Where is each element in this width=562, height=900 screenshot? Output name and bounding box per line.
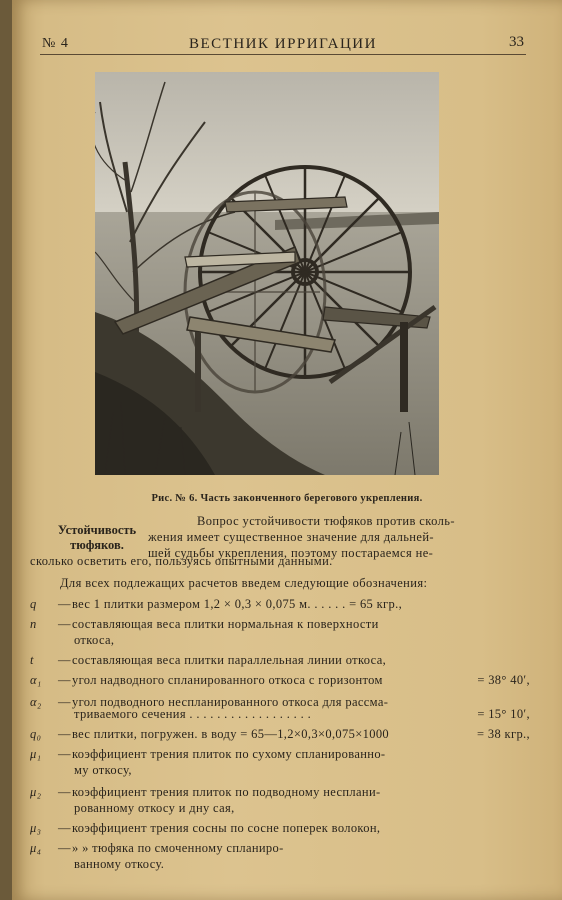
definition-symbol: μ₄: [30, 841, 42, 855]
definition-text: вес плитки, погружен. в воду = 65—1,2×0,3×0,075×1000: [72, 727, 390, 741]
definition-symbol: μ₃: [30, 821, 42, 835]
definition-symbol: μ₂: [30, 785, 42, 799]
notation-intro: Для всех подлежащих расчетов введем следующие обозначения:: [60, 576, 428, 590]
definition-continuation: триваемого сечения . . . . . . . . . . . . . . . . . .: [74, 707, 312, 721]
definition-text: коэффициент трения сосны по сосне поперек волокон,: [72, 821, 381, 835]
running-header: [42, 36, 524, 54]
paragraph-line: Вопрос устойчивости тюфяков против сколь-: [197, 514, 455, 528]
definition-symbol: α₁: [30, 673, 42, 687]
definition-value: = 38° 40′,: [477, 673, 530, 687]
definition-continuation: рованному откосу и дну сая,: [74, 801, 235, 815]
side-heading-line: тюфяков.: [70, 538, 124, 552]
definition-text: коэффициент трения плиток по подводному несплани-: [72, 785, 381, 799]
definition-symbol: q₀: [30, 727, 42, 741]
paragraph-line: шей судьбы укрепления, поэтому постараемся не-: [148, 546, 434, 560]
definition-text: вес 1 плитки размером 1,2 × 0,3 × 0,075 м. . . . . . = 65 кгр.,: [72, 597, 403, 611]
figure-caption: Рис. № 6. Часть законченного берегового укрепления.: [151, 493, 423, 504]
definition-dash: —: [58, 653, 71, 667]
paragraph-line: жения имеет существенное значение для дальней-: [148, 530, 434, 544]
figure-photograph: [95, 72, 439, 475]
definition-dash: —: [58, 747, 71, 761]
definition-text: коэффициент трения плиток по сухому спланированно-: [72, 747, 386, 761]
journal-page: [12, 0, 562, 900]
definition-text: угол надводного спланированного откоса с горизонтом: [72, 673, 383, 687]
definition-dash: —: [58, 727, 71, 741]
definition-text: угол подводного неспланированного откоса для рассма-: [72, 695, 389, 709]
definition-symbol: t: [30, 653, 34, 667]
paragraph-line: сколько осветить его, пользуясь опытными данными.: [30, 554, 333, 568]
definition-dash: —: [58, 597, 71, 611]
photo-illustration: [95, 72, 439, 475]
side-heading-line: Устойчивость: [57, 523, 137, 537]
journal-title: ВЕСТНИК ИРРИГАЦИИ: [189, 36, 377, 52]
issue-number: № 4: [42, 36, 69, 51]
definition-dash: —: [58, 841, 71, 855]
definition-dash: —: [58, 695, 71, 709]
definition-value: = 15° 10′,: [477, 707, 530, 721]
definition-continuation: ванному откосу.: [74, 857, 165, 871]
definition-text: составляющая веса плитки нормальная к поверхности: [72, 617, 379, 631]
definition-dash: —: [58, 617, 71, 631]
header-rule: [40, 54, 526, 55]
definition-value: = 38 кгр.,: [477, 727, 530, 741]
side-heading: [52, 523, 142, 553]
definition-symbol: q: [30, 597, 37, 611]
definition-dash: —: [58, 785, 71, 799]
definition-text: составляющая веса плитки параллельная линии откоса,: [72, 653, 387, 667]
definition-continuation: откоса,: [74, 633, 115, 647]
page-number: 33: [509, 34, 524, 50]
definition-symbol: μ₁: [30, 747, 42, 761]
definition-symbol: α₂: [30, 695, 42, 709]
definition-symbol: n: [30, 617, 37, 631]
definition-text: » » тюфяка по смоченному спланиро-: [72, 841, 284, 855]
definition-continuation: му откосу,: [74, 763, 132, 777]
definition-dash: —: [58, 821, 71, 835]
definition-dash: —: [58, 673, 71, 687]
